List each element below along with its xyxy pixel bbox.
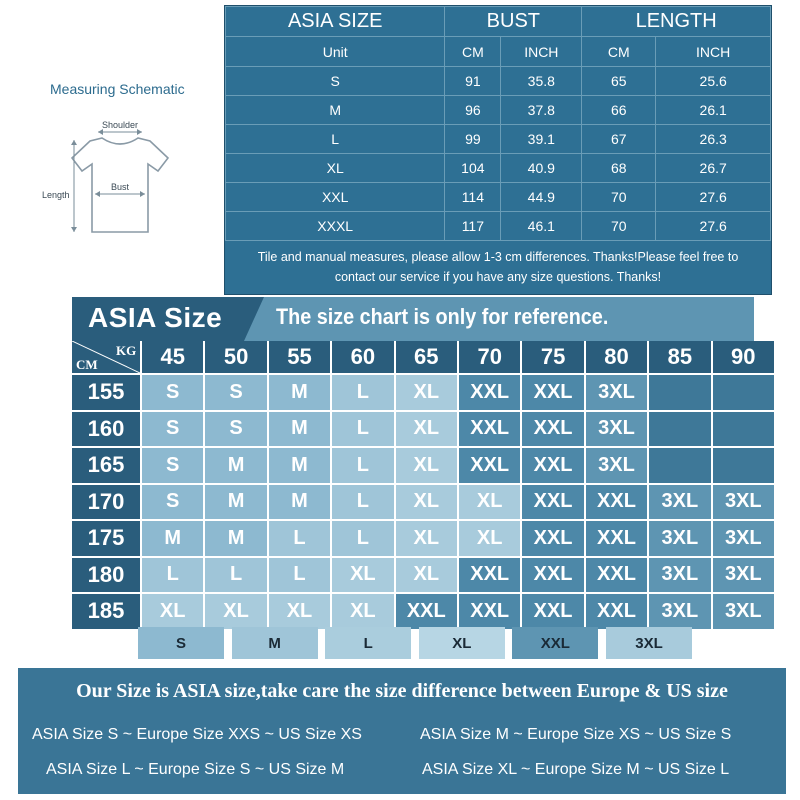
corner-kg-label: KG	[116, 343, 137, 358]
size-cell: 3XL	[713, 558, 774, 593]
table-cell: 46.1	[501, 212, 582, 241]
measurement-table	[224, 5, 772, 295]
cm-header: 180	[72, 558, 140, 593]
size-cell: S	[142, 375, 203, 410]
size-cell: XXL	[459, 594, 520, 629]
table-cell: 39.1	[501, 125, 582, 154]
size-cell: XXL	[586, 485, 647, 520]
size-cell: L	[269, 521, 330, 556]
table-cell: M	[226, 96, 445, 125]
size-cell: XL	[205, 594, 266, 629]
size-cell: 3XL	[713, 521, 774, 556]
size-cell: XL	[142, 594, 203, 629]
table-cell: 26.3	[656, 125, 771, 154]
table-cell: XXL	[226, 183, 445, 212]
unit-cell: CM	[445, 37, 501, 67]
kg-header: 90	[713, 341, 774, 373]
table-cell: 27.6	[656, 212, 771, 241]
table-cell: 66	[582, 96, 656, 125]
size-chart-header	[72, 297, 754, 341]
size-cell: 3XL	[649, 521, 710, 556]
grid-corner	[72, 341, 140, 373]
table-cell: 114	[445, 183, 501, 212]
table-cell: 25.6	[656, 67, 771, 96]
size-cell: XL	[332, 558, 393, 593]
cm-header: 165	[72, 448, 140, 483]
size-cell: S	[142, 448, 203, 483]
header-length: LENGTH	[582, 7, 771, 37]
shoulder-label: Shoulder	[101, 120, 139, 130]
table-row	[226, 125, 771, 154]
size-cell: XL	[396, 485, 457, 520]
legend-item: S	[138, 627, 224, 659]
table-cell: S	[226, 67, 445, 96]
length-label: Length	[42, 190, 70, 200]
empty-cell	[713, 412, 774, 447]
size-cell: XL	[396, 558, 457, 593]
size-cell: XXL	[459, 558, 520, 593]
size-cell: XL	[396, 448, 457, 483]
legend-item: XXL	[512, 627, 598, 659]
table-cell: 68	[582, 154, 656, 183]
measure-note-line-2: contact our service if you have any size questions. Thanks!	[334, 270, 662, 284]
size-cell: XL	[459, 521, 520, 556]
table-cell: 117	[445, 212, 501, 241]
size-cell: 3XL	[649, 594, 710, 629]
table-cell: 26.7	[656, 154, 771, 183]
table-cell: 26.1	[656, 96, 771, 125]
size-cell: L	[332, 448, 393, 483]
cm-header: 175	[72, 521, 140, 556]
kg-header: 85	[649, 341, 710, 373]
size-cell: XXL	[522, 594, 583, 629]
cm-header: 155	[72, 375, 140, 410]
kg-header: 65	[396, 341, 457, 373]
table-row	[226, 212, 771, 241]
table-row	[226, 96, 771, 125]
table-cell: 70	[582, 212, 656, 241]
kg-header: 45	[142, 341, 203, 373]
unit-cell: Unit	[226, 37, 445, 67]
kg-header: 50	[205, 341, 266, 373]
size-cell: S	[205, 375, 266, 410]
table-cell: XL	[226, 154, 445, 183]
size-cell: XXL	[522, 558, 583, 593]
size-cell: XL	[396, 412, 457, 447]
size-chart-title: ASIA Size	[88, 302, 223, 333]
size-cell: XXL	[522, 521, 583, 556]
size-cell: L	[142, 558, 203, 593]
size-cell: 3XL	[649, 558, 710, 593]
unit-cell: INCH	[656, 37, 771, 67]
size-cell: XXL	[586, 594, 647, 629]
size-cell: XXL	[459, 412, 520, 447]
size-cell: XL	[332, 594, 393, 629]
table-cell: L	[226, 125, 445, 154]
size-cell: M	[269, 375, 330, 410]
size-cell: L	[332, 412, 393, 447]
table-row	[226, 154, 771, 183]
table-cell: 91	[445, 67, 501, 96]
kg-header: 75	[522, 341, 583, 373]
size-cell: L	[332, 375, 393, 410]
table-row	[226, 67, 771, 96]
size-chart-subtitle: The size chart is only for reference.	[276, 304, 609, 329]
legend-item: L	[325, 627, 411, 659]
table-cell: 27.6	[656, 183, 771, 212]
size-legend	[138, 627, 692, 659]
empty-cell	[649, 448, 710, 483]
header-asia-size: ASIA SIZE	[226, 7, 445, 37]
size-cell: XL	[396, 521, 457, 556]
table-cell: 99	[445, 125, 501, 154]
size-cell: XXL	[586, 521, 647, 556]
size-chart	[72, 297, 762, 624]
table-cell: 35.8	[501, 67, 582, 96]
cm-header: 160	[72, 412, 140, 447]
size-cell: 3XL	[586, 375, 647, 410]
size-cell: 3XL	[586, 412, 647, 447]
size-cell: M	[269, 485, 330, 520]
size-conversion-panel	[18, 668, 786, 794]
table-cell: XXXL	[226, 212, 445, 241]
bust-label: Bust	[110, 182, 130, 192]
size-cell: M	[142, 521, 203, 556]
size-cell: S	[142, 485, 203, 520]
size-cell: 3XL	[586, 448, 647, 483]
size-cell: L	[205, 558, 266, 593]
size-cell: L	[332, 521, 393, 556]
size-cell: 3XL	[713, 594, 774, 629]
size-cell: XXL	[522, 485, 583, 520]
size-cell: M	[269, 412, 330, 447]
legend-item: M	[232, 627, 318, 659]
cm-header: 170	[72, 485, 140, 520]
empty-cell	[713, 375, 774, 410]
measuring-schematic	[40, 76, 210, 276]
size-cell: XXL	[459, 448, 520, 483]
size-cell: M	[269, 448, 330, 483]
kg-header: 80	[586, 341, 647, 373]
size-cell: M	[205, 485, 266, 520]
size-cell: XL	[459, 485, 520, 520]
table-cell: 65	[582, 67, 656, 96]
table-cell: 40.9	[501, 154, 582, 183]
kg-header: 60	[332, 341, 393, 373]
unit-cell: CM	[582, 37, 656, 67]
table-cell: 67	[582, 125, 656, 154]
size-cell: 3XL	[713, 485, 774, 520]
empty-cell	[649, 375, 710, 410]
kg-header: 55	[269, 341, 330, 373]
empty-cell	[713, 448, 774, 483]
conversion-m: ASIA Size M ~ Europe Size XS ~ US Size S	[420, 726, 732, 743]
size-cell: XXL	[396, 594, 457, 629]
table-cell: 70	[582, 183, 656, 212]
size-cell: XXL	[459, 375, 520, 410]
unit-cell: INCH	[501, 37, 582, 67]
legend-item: 3XL	[606, 627, 692, 659]
conversion-s: ASIA Size S ~ Europe Size XXS ~ US Size XS	[32, 726, 362, 743]
size-cell: XL	[396, 375, 457, 410]
legend-item: XL	[419, 627, 505, 659]
kg-header: 70	[459, 341, 520, 373]
empty-cell	[649, 412, 710, 447]
size-cell: S	[205, 412, 266, 447]
table-cell: 96	[445, 96, 501, 125]
table-cell: 44.9	[501, 183, 582, 212]
size-cell: L	[269, 558, 330, 593]
schematic-title: Measuring Schematic	[50, 81, 185, 97]
size-cell: XXL	[522, 412, 583, 447]
size-cell: XXL	[522, 375, 583, 410]
cm-header: 185	[72, 594, 140, 629]
conversion-title: Our Size is ASIA size,take care the size difference between Europe & US size	[76, 680, 728, 702]
table-cell: 37.8	[501, 96, 582, 125]
size-cell: 3XL	[649, 485, 710, 520]
corner-cm-label: CM	[76, 357, 98, 372]
tshirt-diagram	[40, 116, 210, 266]
header-bust: BUST	[445, 7, 582, 37]
size-cell: XXL	[586, 558, 647, 593]
size-cell: M	[205, 521, 266, 556]
size-cell: XL	[269, 594, 330, 629]
table-cell: 104	[445, 154, 501, 183]
size-cell: M	[205, 448, 266, 483]
measure-note-line-1: Tile and manual measures, please allow 1-3 cm differences. Thanks!Please feel free to	[257, 250, 739, 264]
size-cell: L	[332, 485, 393, 520]
conversion-l: ASIA Size L ~ Europe Size S ~ US Size M	[46, 761, 345, 778]
table-row	[226, 183, 771, 212]
size-cell: XXL	[522, 448, 583, 483]
conversion-xl: ASIA Size XL ~ Europe Size M ~ US Size L	[422, 761, 730, 778]
size-cell: S	[142, 412, 203, 447]
measure-note	[225, 241, 771, 287]
